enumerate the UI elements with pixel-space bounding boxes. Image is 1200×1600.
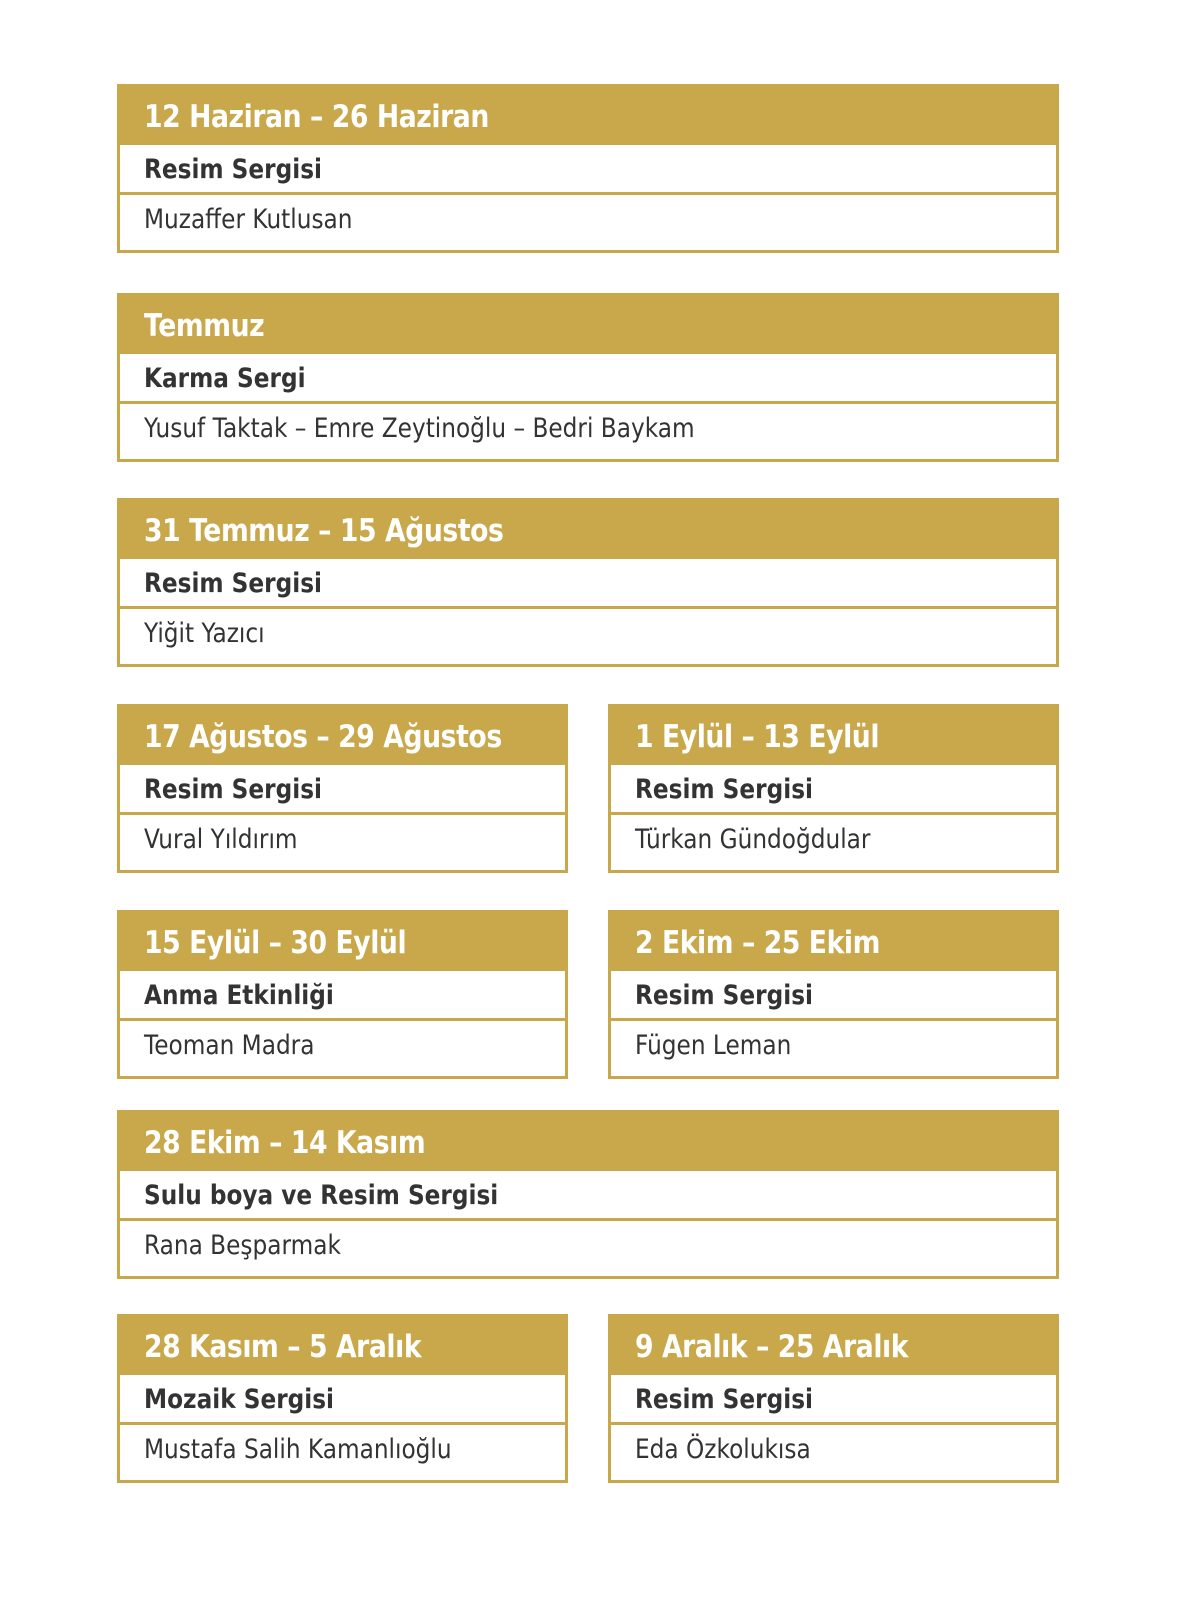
event-date: Temmuz — [120, 296, 1056, 354]
event-type: Mozaik Sergisi — [120, 1375, 565, 1425]
event-artist: Mustafa Salih Kamanlıoğlu — [144, 1434, 452, 1465]
event-card — [117, 1110, 1059, 1279]
event-artist: Eda Özkolukısa — [635, 1434, 811, 1465]
event-artist: Rana Beşparmak — [144, 1230, 341, 1261]
event-type: Resim Sergisi — [120, 765, 565, 815]
event-artist: Yiğit Yazıcı — [144, 618, 265, 649]
event-date: 28 Kasım – 5 Aralık — [120, 1317, 565, 1375]
event-date: 15 Eylül – 30 Eylül — [120, 913, 565, 971]
event-type: Resim Sergisi — [611, 971, 1056, 1021]
event-card — [608, 704, 1059, 873]
event-date: 31 Temmuz – 15 Ağustos — [120, 501, 1056, 559]
event-date: 28 Ekim – 14 Kasım — [120, 1113, 1056, 1171]
event-card — [117, 1314, 568, 1483]
event-date: 12 Haziran – 26 Haziran — [120, 87, 1056, 145]
event-artist: Vural Yıldırım — [144, 824, 298, 855]
event-artist: Türkan Gündoğdular — [635, 824, 871, 855]
event-artist: Teoman Madra — [144, 1030, 315, 1061]
event-card — [608, 910, 1059, 1079]
event-type: Resim Sergisi — [611, 1375, 1056, 1425]
event-card — [117, 293, 1059, 462]
event-card — [608, 1314, 1059, 1483]
event-type: Karma Sergi — [120, 354, 1056, 404]
event-card — [117, 910, 568, 1079]
event-type: Resim Sergisi — [611, 765, 1056, 815]
event-date: 17 Ağustos – 29 Ağustos — [120, 707, 565, 765]
event-date: 9 Aralık – 25 Aralık — [611, 1317, 1056, 1375]
event-artist: Muzaffer Kutlusan — [144, 204, 353, 235]
event-date: 1 Eylül – 13 Eylül — [611, 707, 1056, 765]
event-date: 2 Ekim – 25 Ekim — [611, 913, 1056, 971]
event-artist: Yusuf Taktak – Emre Zeytinoğlu – Bedri Baykam — [144, 413, 695, 444]
event-card — [117, 704, 568, 873]
event-type: Resim Sergisi — [120, 145, 1056, 195]
event-card — [117, 84, 1059, 253]
event-type: Anma Etkinliği — [120, 971, 565, 1021]
event-card — [117, 498, 1059, 667]
event-artist: Fügen Leman — [635, 1030, 792, 1061]
event-type: Resim Sergisi — [120, 559, 1056, 609]
event-type: Sulu boya ve Resim Sergisi — [120, 1171, 1056, 1221]
